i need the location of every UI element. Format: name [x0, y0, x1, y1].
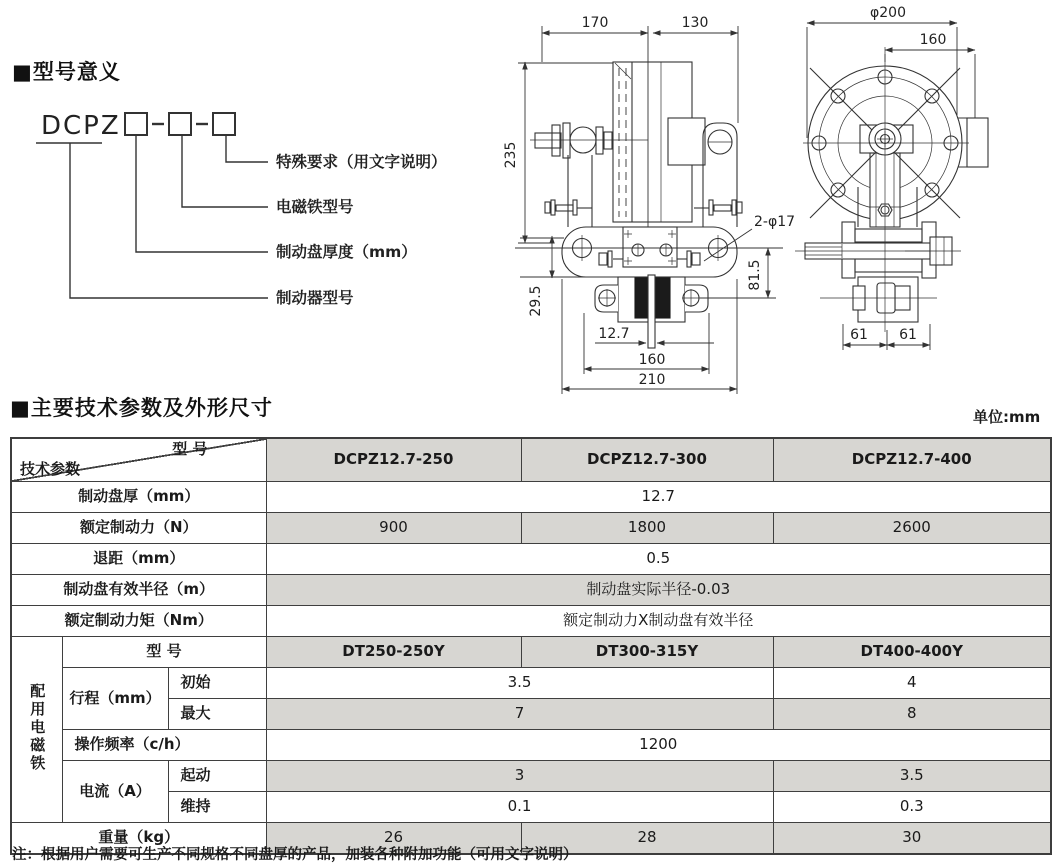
- rated-torque-value: 额定制动力X制动盘有效半径: [266, 606, 1051, 637]
- retract-value: 0.5: [266, 544, 1051, 575]
- magnet-group-cell: [11, 637, 62, 823]
- col-header-model-1: DCPZ12.7-250: [266, 438, 521, 482]
- spec-table: [10, 437, 1052, 855]
- col-header-model-3: DCPZ12.7-400: [773, 438, 1051, 482]
- table-header-row: [11, 438, 1051, 482]
- magnet-model-1: DT250-250Y: [266, 637, 521, 668]
- magnet-model-2: DT300-315Y: [521, 637, 773, 668]
- stroke-initial-value-12: 3.5: [266, 668, 773, 699]
- row-retract: [11, 544, 1051, 575]
- model-meaning-diagram: [28, 95, 488, 320]
- stroke-initial-value-3: 4: [773, 668, 1051, 699]
- disc-thickness-value: 12.7: [266, 482, 1051, 513]
- current-start-value-12: 3: [266, 761, 773, 792]
- dim-81-5-label: 81.5: [747, 259, 763, 291]
- dim-diameter-200-label: φ200: [870, 5, 906, 21]
- section-title-specs: ■主要技术参数及外形尺寸: [10, 396, 273, 420]
- front-view-drawing: [480, 5, 800, 397]
- retract-label: 退距（mm）: [11, 544, 266, 575]
- weight-value-2: 28: [521, 823, 773, 855]
- row-disc-thickness: [11, 482, 1051, 513]
- col-header-model-2: DCPZ12.7-300: [521, 438, 773, 482]
- label-brake-model: 制动器型号: [276, 289, 354, 307]
- dim-160-side-label: 160: [919, 32, 947, 48]
- row-magnet-model: [11, 637, 1051, 668]
- frequency-label: 操作频率（c/h）: [62, 730, 266, 761]
- frequency-value: 1200: [266, 730, 1051, 761]
- current-start-label: 起动: [168, 761, 266, 792]
- row-rated-torque: [11, 606, 1051, 637]
- magnet-model-3: DT400-400Y: [773, 637, 1051, 668]
- weight-value-3: 30: [773, 823, 1051, 855]
- rated-force-value-2: 1800: [521, 513, 773, 544]
- magnet-group-label: 配用电磁铁: [28, 682, 47, 773]
- corner-cell: [11, 438, 266, 482]
- current-start-value-3: 3.5: [773, 761, 1051, 792]
- row-effective-radius: [11, 575, 1051, 606]
- current-hold-label: 维持: [168, 792, 266, 823]
- footnote: 注：根据用户需要可生产不同规格不同盘厚的产品，加装各种附加功能（可用文字说明）: [12, 847, 578, 863]
- dim-61-left-label: 61: [850, 327, 868, 343]
- dim-130-label: 130: [681, 15, 709, 31]
- row-stroke-initial: [11, 668, 1051, 699]
- row-current-start: [11, 761, 1051, 792]
- rated-force-value-1: 900: [266, 513, 521, 544]
- stroke-max-value-3: 8: [773, 699, 1051, 730]
- label-disc-thickness: 制动盘厚度（mm）: [276, 243, 417, 261]
- rated-force-label: 额定制动力（N）: [11, 513, 266, 544]
- current-hold-value-12: 0.1: [266, 792, 773, 823]
- stroke-max-label: 最大: [168, 699, 266, 730]
- dim-160-label: 160: [638, 352, 666, 368]
- section-title-model-meaning: ■型号意义: [12, 60, 121, 84]
- side-view-drawing: [795, 0, 1062, 358]
- row-rated-force: [11, 513, 1051, 544]
- disc-thickness-label: 制动盘厚（mm）: [11, 482, 266, 513]
- corner-label-model: 型 号: [172, 440, 208, 458]
- row-frequency: [11, 730, 1051, 761]
- effective-radius-value: 制动盘实际半径-0.03: [266, 575, 1051, 606]
- dim-29-5-label: 29.5: [528, 285, 544, 317]
- label-special-requirements: 特殊要求（用文字说明）: [276, 153, 447, 171]
- rated-torque-label: 额定制动力矩（Nm）: [11, 606, 266, 637]
- holes-annotation: 2-φ17: [754, 214, 796, 230]
- dim-235-label: 235: [503, 141, 519, 169]
- effective-radius-label: 制动盘有效半径（m）: [11, 575, 266, 606]
- side-view-body: [795, 47, 988, 332]
- magnet-model-label: 型 号: [62, 637, 266, 668]
- current-hold-value-3: 0.3: [773, 792, 1051, 823]
- stroke-label: 行程（mm）: [62, 668, 168, 730]
- unit-note: 单位:mm: [973, 408, 1041, 426]
- weight-label: 重量（kg）: [11, 823, 266, 855]
- rated-force-value-3: 2600: [773, 513, 1051, 544]
- dim-12-7-label: 12.7: [598, 326, 630, 342]
- dim-61-right-label: 61: [899, 327, 917, 343]
- current-label: 电流（A）: [62, 761, 168, 823]
- label-magnet-model: 电磁铁型号: [276, 198, 354, 216]
- leader-lines: [70, 135, 268, 298]
- dim-210-label: 210: [638, 372, 666, 388]
- corner-label-params: 技术参数: [20, 460, 81, 479]
- model-prefix-text: DCPZ: [41, 111, 121, 141]
- dim-170-label: 170: [581, 15, 609, 31]
- stroke-max-value-12: 7: [266, 699, 773, 730]
- stroke-initial-label: 初始: [168, 668, 266, 699]
- weight-value-1: 26: [266, 823, 521, 855]
